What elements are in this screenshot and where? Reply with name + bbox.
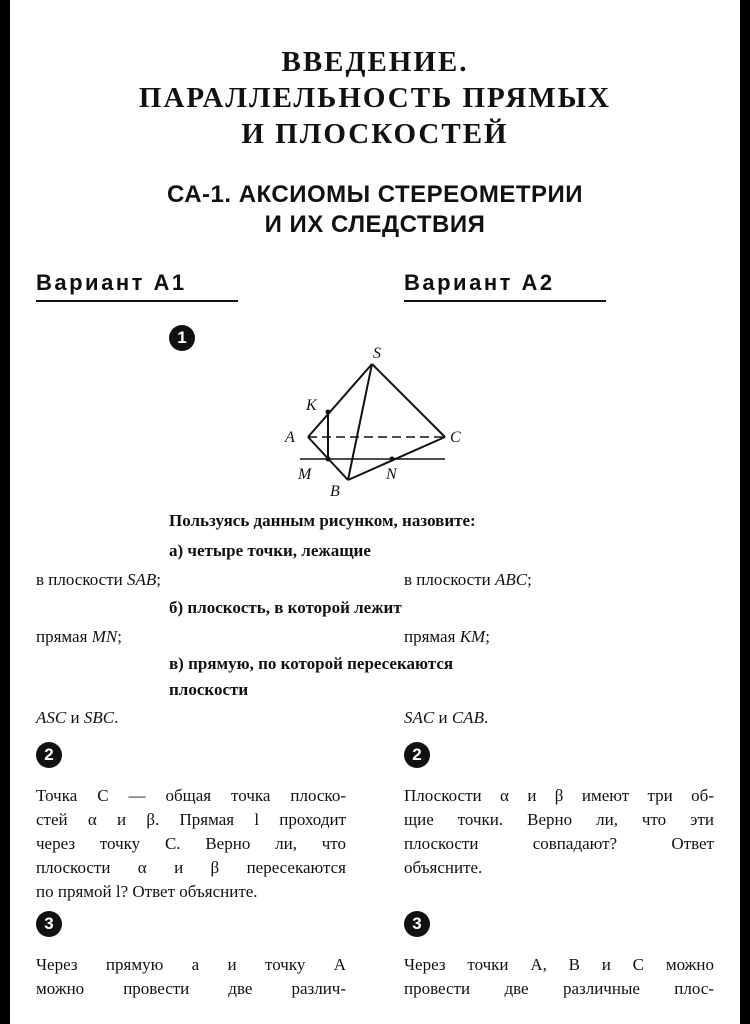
edge-SB <box>348 364 372 480</box>
variant-a2-heading: Вариант А2 <box>404 270 555 295</box>
task-3-variant-2-number-badge: 3 <box>404 911 430 937</box>
task-3-variant-2-text: Через точки A, B и C можно провести две различные плос- <box>404 955 714 998</box>
task-1b-variant-1-answer: прямая MN; <box>36 627 122 646</box>
task-1a-prompt: а) четыре точки, лежащие <box>169 541 371 560</box>
task-1b-variant-2-answer: прямая KM; <box>404 627 490 646</box>
task-3-variant-1-text: Через прямую a и точку A можно провести две различ- <box>36 955 346 998</box>
task-1c-prompt-line-1: в) прямую, по которой пересекаются <box>169 654 454 673</box>
label-N: N <box>386 466 397 483</box>
chapter-title-line-3: И ПЛОСКОСТЕЙ <box>241 118 509 150</box>
pyramid-figure <box>280 340 480 505</box>
task-1-number-badge: 1 <box>169 325 195 351</box>
label-M: M <box>298 466 312 483</box>
label-K: K <box>306 397 317 414</box>
variant-a1-underline <box>36 300 238 302</box>
left-page-edge <box>0 0 10 1024</box>
task-1b-prompt: б) плоскость, в которой лежит <box>169 598 402 617</box>
point-M <box>326 457 331 462</box>
variant-a1-heading: Вариант А1 <box>36 270 187 295</box>
task-2-variant-1-number-badge: 2 <box>36 742 62 768</box>
section-title-line-1: СА-1. АКСИОМЫ СТЕРЕОМЕТРИИ <box>166 181 584 208</box>
task-1a-variant-1-answer: в плоскости SAB; <box>36 570 161 589</box>
label-B: B <box>330 483 340 500</box>
label-C: C <box>450 429 461 446</box>
section-title-line-2: И ИХ СЛЕДСТВИЯ <box>264 211 486 238</box>
chapter-title-line-2: ПАРАЛЛЕЛЬНОСТЬ ПРЯМЫХ <box>138 82 612 114</box>
edge-SA <box>308 364 372 437</box>
task-1c-variant-2-answer: SAC и CAB. <box>404 708 489 727</box>
task-1c-variant-1-answer: ASC и SBC. <box>36 708 119 727</box>
task-1a-variant-2-answer: в плоскости ABC; <box>404 570 532 589</box>
task-1-instruction: Пользуясь данным рисунком, назовите: <box>169 511 476 530</box>
label-S: S <box>373 345 381 362</box>
chapter-title-line-1: ВВЕДЕНИЕ. <box>281 46 469 78</box>
edge-SC <box>372 364 445 437</box>
label-A: A <box>285 429 295 446</box>
task-2-variant-1-text: Точка С — общая точка плоско- стей α и β. Прямая l проходит через точку С. Верно ли, что плоскости α и β пересекаются по прямой l? Ответ объясните. <box>36 786 346 901</box>
point-K <box>326 410 331 415</box>
task-3-variant-1-number-badge: 3 <box>36 911 62 937</box>
right-page-edge <box>740 0 750 1024</box>
task-2-variant-2-number-badge: 2 <box>404 742 430 768</box>
task-1c-prompt-line-2: плоскости <box>169 680 249 699</box>
variant-a2-underline <box>404 300 606 302</box>
task-2-variant-2-text: Плоскости α и β имеют три об- щие точки. Верно ли, что эти плоскости совпадают? Ответ объясните. <box>404 786 714 877</box>
point-N <box>390 457 395 462</box>
